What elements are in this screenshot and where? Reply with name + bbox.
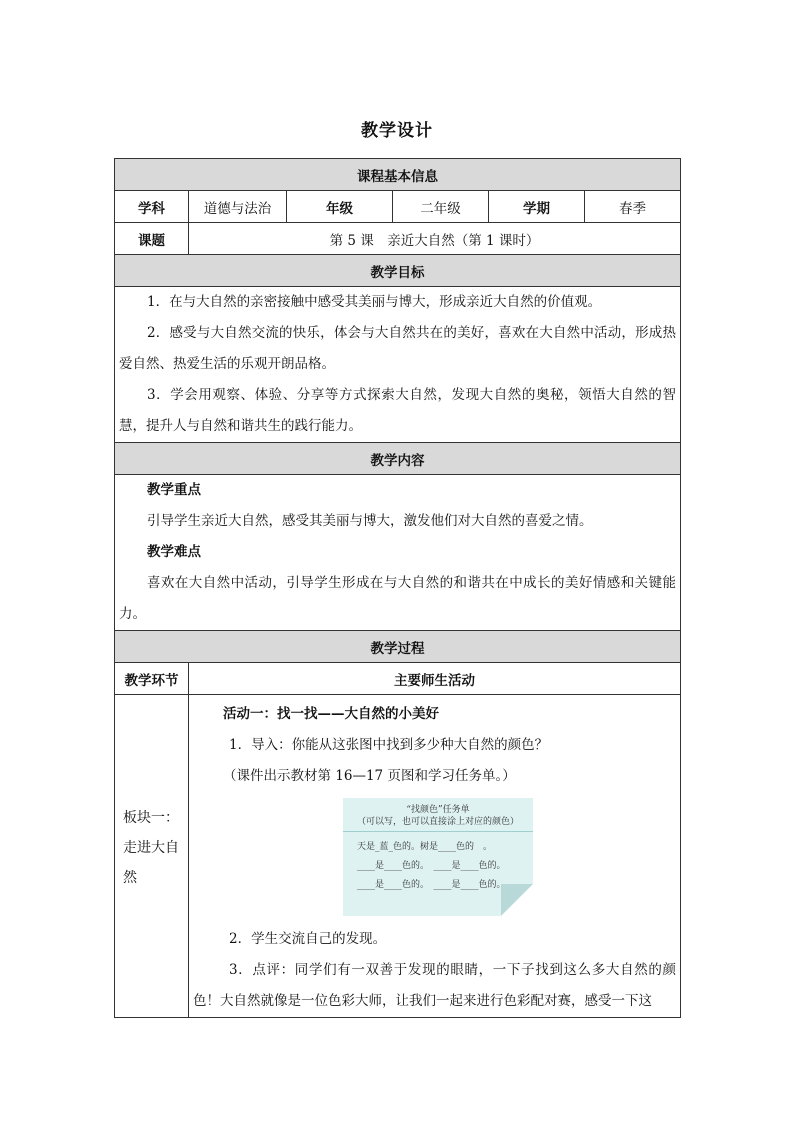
- objectives-header: 教学目标: [115, 255, 681, 287]
- page-fold-corner: [501, 884, 533, 916]
- objective-item: 1．在与大自然的亲密接触中感受其美丽与博大，形成亲近大自然的价值观。: [147, 294, 602, 310]
- content-header: 教学内容: [115, 443, 681, 475]
- page-title: 教学设计: [361, 121, 433, 141]
- basic-info-header: 课程基本信息: [115, 159, 681, 191]
- term-value: 春季: [585, 191, 681, 223]
- task-sheet-image: [343, 798, 533, 916]
- task-sheet-line: ____是____色的。 ____是____色的。: [357, 880, 506, 890]
- topic-value: 第 5 课 亲近大自然（第 1 课时）: [189, 223, 681, 255]
- step-3: 3．点评：同学们有一双善于发现的眼睛，一下子找到这么多大自然的颜色！大自然就像是一位色彩大师，让我们一起来进行色彩配对赛，感受一下这: [193, 962, 676, 1009]
- process-header: 教学过程: [115, 631, 681, 663]
- subject-label: 学科: [115, 191, 189, 223]
- objectives-cell: [115, 287, 681, 443]
- process-col-stage: 教学环节: [115, 663, 189, 695]
- subject-value: 道德与法治: [189, 191, 287, 223]
- difficulty-text: 喜欢在大自然中活动，引导学生形成在与大自然的和谐共在中成长的美好情感和关键能力。: [119, 575, 676, 622]
- grade-label: 年级: [287, 191, 393, 223]
- objective-item: 3．学会用观察、体验、分享等方式探索大自然，发现大自然的奥秘，领悟大自然的智慧，提升人与自然和谐共生的践行能力。: [119, 387, 676, 434]
- key-point-label: 教学重点: [147, 482, 201, 498]
- task-sheet-title: “找颜色”任务单: [406, 805, 470, 815]
- lesson-plan-table: [114, 158, 681, 1018]
- step-1: 1．导入：你能从这张图中找到多少种大自然的颜色？: [229, 737, 549, 753]
- topic-label: 课题: [115, 223, 189, 255]
- task-sheet-line: 天是_蓝_色的。树是____色的 。: [357, 842, 493, 852]
- term-label: 学期: [489, 191, 585, 223]
- task-sheet-line: ____是____色的。 ____是____色的。: [357, 861, 506, 871]
- objective-item: 2．感受与大自然交流的快乐，体会与大自然共在的美好，喜欢在大自然中活动，形成热爱自然、热爱生活的乐观开朗品格。: [119, 325, 676, 372]
- step-1-note: （课件出示教材第 16—17 页图和学习任务单。）: [223, 768, 516, 784]
- difficulty-label: 教学难点: [147, 544, 201, 560]
- task-sheet-subtitle: （可以写，也可以直接涂上对应的颜色）: [343, 816, 533, 832]
- content-cell: [115, 475, 681, 631]
- key-point-text: 引导学生亲近大自然，感受其美丽与博大，激发他们对大自然的喜爱之情。: [147, 513, 593, 529]
- activity-title: 活动一：找一找——大自然的小美好: [223, 706, 439, 722]
- process-col-activity: 主要师生活动: [189, 663, 681, 695]
- activity-cell: [189, 695, 681, 1018]
- step-2: 2．学生交流自己的发现。: [229, 931, 387, 947]
- block-label: 板块一：走进大自然: [115, 695, 189, 1018]
- grade-value: 二年级: [393, 191, 489, 223]
